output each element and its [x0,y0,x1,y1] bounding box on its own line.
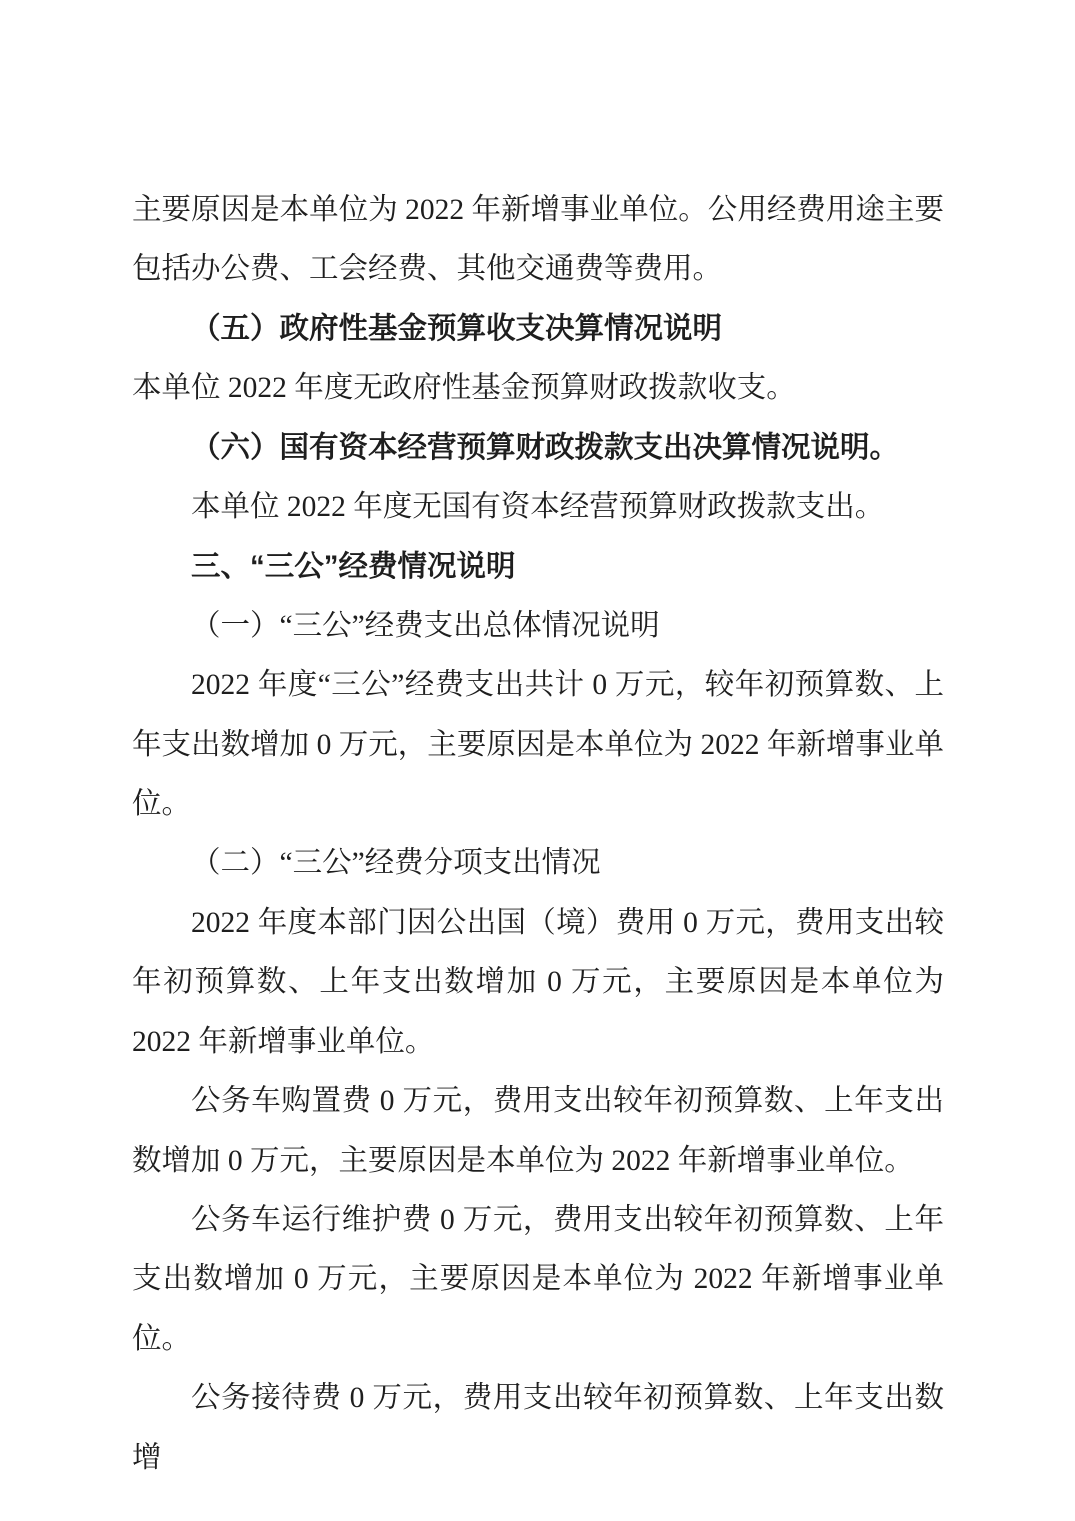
body-paragraph: 本单位 2022 年度无国有资本经营预算财政拨款支出。 [191,491,885,524]
body-paragraph: 本单位 2022 年度无政府性基金预算财政拨款收支。 [132,372,796,405]
section-heading-three-public-funds: 三、“三公”经费情况说明 [191,550,516,584]
body-paragraph: 2022 年度“三公”经费支出共计 0 万元，较年初预算数、上年支出数增加 0 万元，主要原因是本单位为 2022 年新增事业单位。 [132,669,944,821]
body-paragraph: 公务车购置费 0 万元，费用支出较年初预算数、上年支出数增加 0 万元，主要原因是本单位为 2022 年新增事业单位。 [132,1085,944,1177]
body-paragraph: 2022 年度本部门因公出国（境）费用 0 万元，费用支出较年初预算数、上年支出数增加 0 万元，主要原因是本单位为 2022 年新增事业单位。 [132,906,944,1058]
item-heading-2: （二）“三公”经费分项支出情况 [191,847,601,880]
body-paragraph: 公务接待费 0 万元，费用支出较年初预算数、上年支出数增 [132,1382,944,1474]
document-text-block [132,181,944,1488]
item-heading-1: （一）“三公”经费支出总体情况说明 [191,609,660,642]
body-paragraph: 公务车运行维护费 0 万元，费用支出较年初预算数、上年支出数增加 0 万元，主要原因是本单位为 2022 年新增事业单位。 [132,1203,944,1355]
body-paragraph: 主要原因是本单位为 2022 年新增事业单位。公用经费用途主要包括办公费、工会经费、其他交通费等费用。 [132,194,944,286]
subsection-heading-5: （五）政府性基金预算收支决算情况说明 [191,312,723,345]
subsection-heading-6: （六）国有资本经营预算财政拨款支出决算情况说明。 [191,431,900,464]
